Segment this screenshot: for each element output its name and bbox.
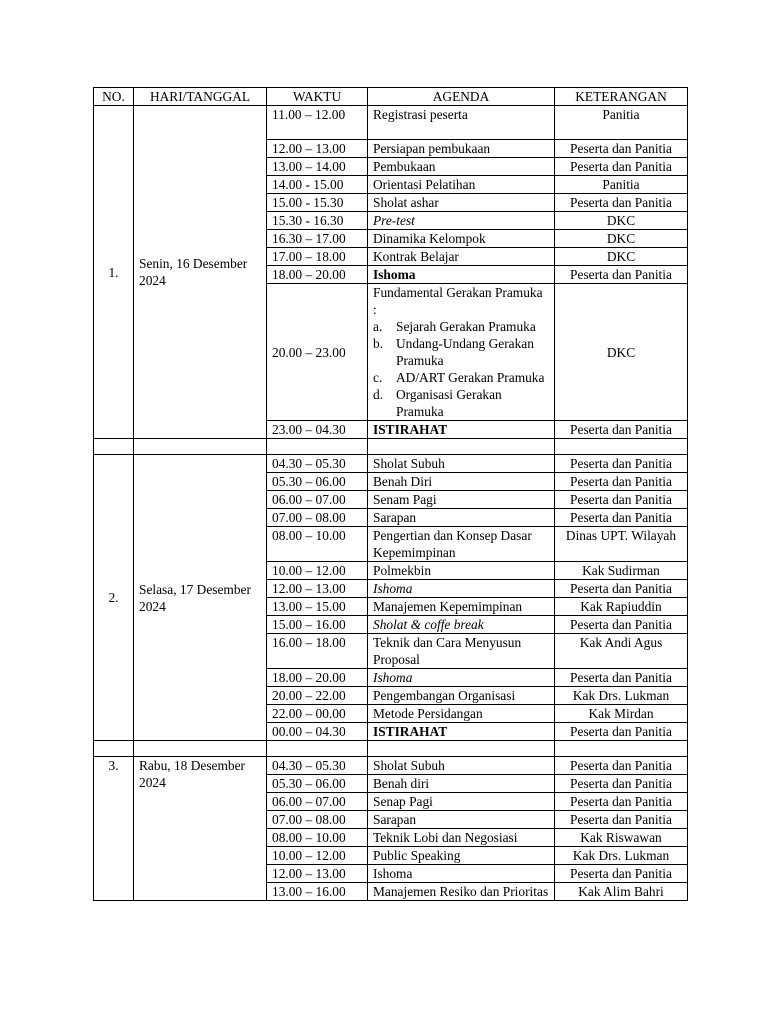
list-item <box>373 335 549 369</box>
agenda-cell: Pengertian dan Konsep Dasar Kepemimpinan <box>368 527 555 562</box>
agenda-cell: Dinamika Kelompok <box>368 230 555 248</box>
list-text: Organisasi Gerakan Pramuka <box>396 387 502 419</box>
note-cell: Kak Rapiuddin <box>555 598 688 616</box>
note-cell: Kak Alim Bahri <box>555 883 688 901</box>
time-cell: 07.00 – 08.00 <box>267 509 368 527</box>
note-cell: DKC <box>555 212 688 230</box>
note-cell: Panitia <box>555 106 688 140</box>
agenda-heading: Fundamental Gerakan Pramuka : <box>373 285 543 317</box>
note-cell: Peserta dan Panitia <box>555 580 688 598</box>
agenda-cell <box>368 284 555 421</box>
list-marker: c. <box>373 370 383 385</box>
note-cell: Peserta dan Panitia <box>555 757 688 775</box>
time-cell: 10.00 – 12.00 <box>267 562 368 580</box>
list-marker: b. <box>373 336 384 351</box>
agenda-cell: Pre-test <box>368 212 555 230</box>
header-note: KETERANGAN <box>555 88 688 106</box>
agenda-cell: Ishoma <box>368 865 555 883</box>
note-cell: Peserta dan Panitia <box>555 266 688 284</box>
table-row <box>94 106 688 140</box>
time-cell: 07.00 – 08.00 <box>267 811 368 829</box>
agenda-cell: Ishoma <box>368 580 555 598</box>
time-cell: 23.00 – 04.30 <box>267 421 368 439</box>
agenda-cell: Senam Pagi <box>368 491 555 509</box>
header-row <box>94 88 688 106</box>
agenda-cell: Teknik dan Cara Menyusun Proposal <box>368 634 555 669</box>
time-cell: 12.00 – 13.00 <box>267 865 368 883</box>
note-cell: Kak Sudirman <box>555 562 688 580</box>
note-cell: DKC <box>555 248 688 266</box>
time-cell: 17.00 – 18.00 <box>267 248 368 266</box>
note-cell: Peserta dan Panitia <box>555 775 688 793</box>
note-cell: Peserta dan Panitia <box>555 140 688 158</box>
time-cell: 22.00 – 00.00 <box>267 705 368 723</box>
list-text: Undang-Undang Gerakan Pramuka <box>396 336 534 368</box>
time-cell: 12.00 – 13.00 <box>267 140 368 158</box>
note-cell: Panitia <box>555 176 688 194</box>
list-item <box>373 386 549 420</box>
header-date: HARI/TANGGAL <box>134 88 267 106</box>
agenda-cell: Sholat ashar <box>368 194 555 212</box>
list-marker: d. <box>373 387 384 402</box>
time-cell: 20.00 – 22.00 <box>267 687 368 705</box>
spacer-row <box>94 439 688 455</box>
agenda-cell: Pembukaan <box>368 158 555 176</box>
header-agenda: AGENDA <box>368 88 555 106</box>
agenda-cell: Teknik Lobi dan Negosiasi <box>368 829 555 847</box>
table-row <box>94 455 688 473</box>
time-cell: 15.30 - 16.30 <box>267 212 368 230</box>
agenda-cell: Sholat Subuh <box>368 757 555 775</box>
note-cell: Peserta dan Panitia <box>555 194 688 212</box>
agenda-cell: Sarapan <box>368 811 555 829</box>
time-cell: 16.00 – 18.00 <box>267 634 368 669</box>
note-cell: Peserta dan Panitia <box>555 509 688 527</box>
time-cell: 16.30 – 17.00 <box>267 230 368 248</box>
day-date: Rabu, 18 Desember 2024 <box>134 757 267 901</box>
time-cell: 15.00 – 16.00 <box>267 616 368 634</box>
time-cell: 18.00 – 20.00 <box>267 266 368 284</box>
note-cell: Peserta dan Panitia <box>555 491 688 509</box>
list-marker: a. <box>373 319 383 334</box>
time-cell: 08.00 – 10.00 <box>267 527 368 562</box>
time-cell: 12.00 – 13.00 <box>267 580 368 598</box>
agenda-cell: Persiapan pembukaan <box>368 140 555 158</box>
time-cell: 04.30 – 05.30 <box>267 455 368 473</box>
agenda-cell: Polmekbin <box>368 562 555 580</box>
note-cell: Kak Mirdan <box>555 705 688 723</box>
agenda-cell: Benah diri <box>368 775 555 793</box>
day-number: 3. <box>94 757 134 901</box>
agenda-cell: Manajemen Kepemimpinan <box>368 598 555 616</box>
agenda-cell: Kontrak Belajar <box>368 248 555 266</box>
time-cell: 20.00 – 23.00 <box>267 284 368 421</box>
note-cell: Peserta dan Panitia <box>555 158 688 176</box>
agenda-cell: ISTIRAHAT <box>368 421 555 439</box>
note-cell: Peserta dan Panitia <box>555 811 688 829</box>
agenda-cell: Orientasi Pelatihan <box>368 176 555 194</box>
note-cell: Peserta dan Panitia <box>555 865 688 883</box>
note-cell: Kak Riswawan <box>555 829 688 847</box>
note-cell: DKC <box>555 284 688 421</box>
time-cell: 13.00 – 15.00 <box>267 598 368 616</box>
spacer-row <box>94 741 688 757</box>
note-cell: Peserta dan Panitia <box>555 723 688 741</box>
note-cell: Peserta dan Panitia <box>555 455 688 473</box>
time-cell: 10.00 – 12.00 <box>267 847 368 865</box>
time-cell: 15.00 - 15.30 <box>267 194 368 212</box>
agenda-cell: Registrasi peserta <box>368 106 555 140</box>
note-cell: Kak Drs. Lukman <box>555 847 688 865</box>
time-cell: 08.00 – 10.00 <box>267 829 368 847</box>
note-cell: Peserta dan Panitia <box>555 669 688 687</box>
agenda-cell: Ishoma <box>368 266 555 284</box>
agenda-cell: Benah Diri <box>368 473 555 491</box>
schedule-table <box>93 87 688 901</box>
agenda-cell: Sholat & coffe break <box>368 616 555 634</box>
note-cell: Peserta dan Panitia <box>555 473 688 491</box>
day-number: 1. <box>94 106 134 439</box>
agenda-cell: Ishoma <box>368 669 555 687</box>
note-cell: Kak Andi Agus <box>555 634 688 669</box>
time-cell: 00.00 – 04.30 <box>267 723 368 741</box>
agenda-cell: Pengembangan Organisasi <box>368 687 555 705</box>
day-date: Senin, 16 Desember 2024 <box>134 106 267 439</box>
time-cell: 13.00 – 16.00 <box>267 883 368 901</box>
time-cell: 04.30 – 05.30 <box>267 757 368 775</box>
time-cell: 14.00 - 15.00 <box>267 176 368 194</box>
list-text: AD/ART Gerakan Pramuka <box>396 370 545 385</box>
note-cell: DKC <box>555 230 688 248</box>
time-cell: 13.00 – 14.00 <box>267 158 368 176</box>
agenda-cell: Sholat Subuh <box>368 455 555 473</box>
time-cell: 05.30 – 06.00 <box>267 775 368 793</box>
note-cell: Dinas UPT. Wilayah <box>555 527 688 562</box>
header-no: NO. <box>94 88 134 106</box>
list-text: Sejarah Gerakan Pramuka <box>396 319 536 334</box>
time-cell: 11.00 – 12.00 <box>267 106 368 140</box>
note-cell: Kak Drs. Lukman <box>555 687 688 705</box>
day-date: Selasa, 17 Desember 2024 <box>134 455 267 741</box>
agenda-cell: Sarapan <box>368 509 555 527</box>
list-item <box>373 318 549 335</box>
header-time: WAKTU <box>267 88 368 106</box>
note-cell: Peserta dan Panitia <box>555 421 688 439</box>
agenda-cell: Senap Pagi <box>368 793 555 811</box>
table-row <box>94 757 688 775</box>
agenda-cell: Manajemen Resiko dan Prioritas <box>368 883 555 901</box>
time-cell: 06.00 – 07.00 <box>267 491 368 509</box>
schedule-page <box>93 87 687 932</box>
time-cell: 06.00 – 07.00 <box>267 793 368 811</box>
agenda-sublist <box>373 318 549 420</box>
agenda-cell: ISTIRAHAT <box>368 723 555 741</box>
note-cell: Peserta dan Panitia <box>555 616 688 634</box>
note-cell: Peserta dan Panitia <box>555 793 688 811</box>
agenda-cell: Metode Persidangan <box>368 705 555 723</box>
list-item <box>373 369 549 386</box>
agenda-cell: Public Speaking <box>368 847 555 865</box>
day-number: 2. <box>94 455 134 741</box>
time-cell: 18.00 – 20.00 <box>267 669 368 687</box>
time-cell: 05.30 – 06.00 <box>267 473 368 491</box>
